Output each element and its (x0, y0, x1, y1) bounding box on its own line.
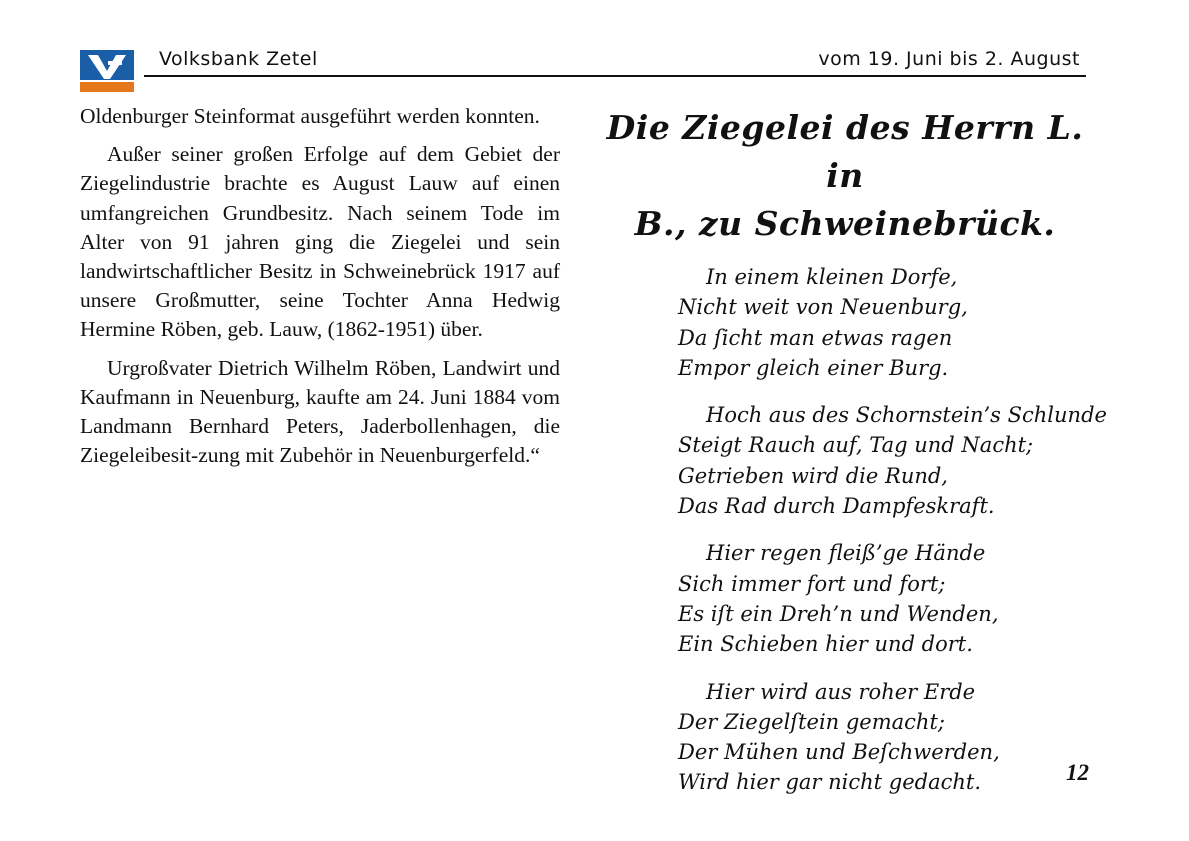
poem-line: Sich immer fort und fort; (678, 571, 946, 596)
paragraph: Oldenburger Steinformat ausgeführt werden konnten. (80, 104, 540, 128)
poem-line: Wird hier gar nicht gedacht. (678, 770, 982, 795)
poem-line: Der Mühen und Beſchwerden, (678, 740, 1000, 765)
poem-stanza (678, 677, 1090, 798)
poem-line: Es iſt ein Dreh’n und Wenden, (678, 601, 999, 626)
poem-line: Getrieben wird die Rund, (678, 463, 948, 488)
paragraph: Urgroßvater Dietrich Wilhelm Röben, Landwirt und Kaufmann in Neuenburg, kaufte am 24. Juni 1884 vom Landmann Bernhard Peters, Jaderbollenhagen, die Ziegeleibesit-zung mit Zubehör in Neuenburgerfeld.“ (80, 355, 560, 468)
poem-stanza (678, 262, 1090, 383)
article-text-column (80, 102, 560, 479)
poem-title (600, 104, 1090, 248)
header-divider (144, 75, 1086, 77)
date-range: vom 19. Juni bis 2. August (818, 48, 1080, 70)
poem-line: Der Ziegelſtein gemacht; (678, 709, 945, 734)
poem-stanza (678, 538, 1090, 659)
poem-title-line-2: B., zu Schweinebrück. (634, 204, 1056, 243)
volksbank-logo-icon (80, 50, 134, 92)
poem-line: Ein Schieben hier und dort. (678, 632, 973, 657)
poem-line: Hier wird aus roher Erde (706, 679, 976, 704)
poem-line: Das Rad durch Dampfeskraft. (678, 494, 995, 519)
poem-line: In einem kleinen Dorfe, (706, 265, 958, 289)
paragraph: Außer seiner großen Erfolge auf dem Gebiet der Ziegelindustrie brachte es August Lauw auf einen umfangreichen Grundbesitz. Nach seinem Tode im Alter von 91 jahren ging die Ziegelei und sein landwirtschaftlicher Besitz in Schweinebrück 1917 auf unsere Großmutter, seine Tochter Anna Hedwig Hermine Röben, geb. Lauw, (1862-1951) über. (80, 142, 560, 342)
poem-line: Hoch aus des Schornstein’s Schlunde (706, 403, 1107, 428)
poem-title-line-1: Die Ziegelei des Herrn L. in (606, 108, 1084, 195)
poem-line: Steigt Rauch auf, Tag und Nacht; (678, 433, 1034, 458)
poem-line: Da ſicht man etwas ragen (678, 325, 953, 350)
poem-body (600, 262, 1107, 798)
bank-name: Volksbank Zetel (159, 48, 318, 70)
page-header (80, 44, 1086, 78)
poem-stanza (678, 400, 1107, 521)
poem-line: Empor gleich einer Burg. (678, 355, 949, 380)
poem-column (600, 104, 1107, 815)
poem-line: Nicht weit von Neuenburg, (678, 295, 968, 320)
page-number: 12 (1066, 760, 1089, 785)
poem-line: Hier regen fleiß’ge Hände (706, 541, 986, 566)
